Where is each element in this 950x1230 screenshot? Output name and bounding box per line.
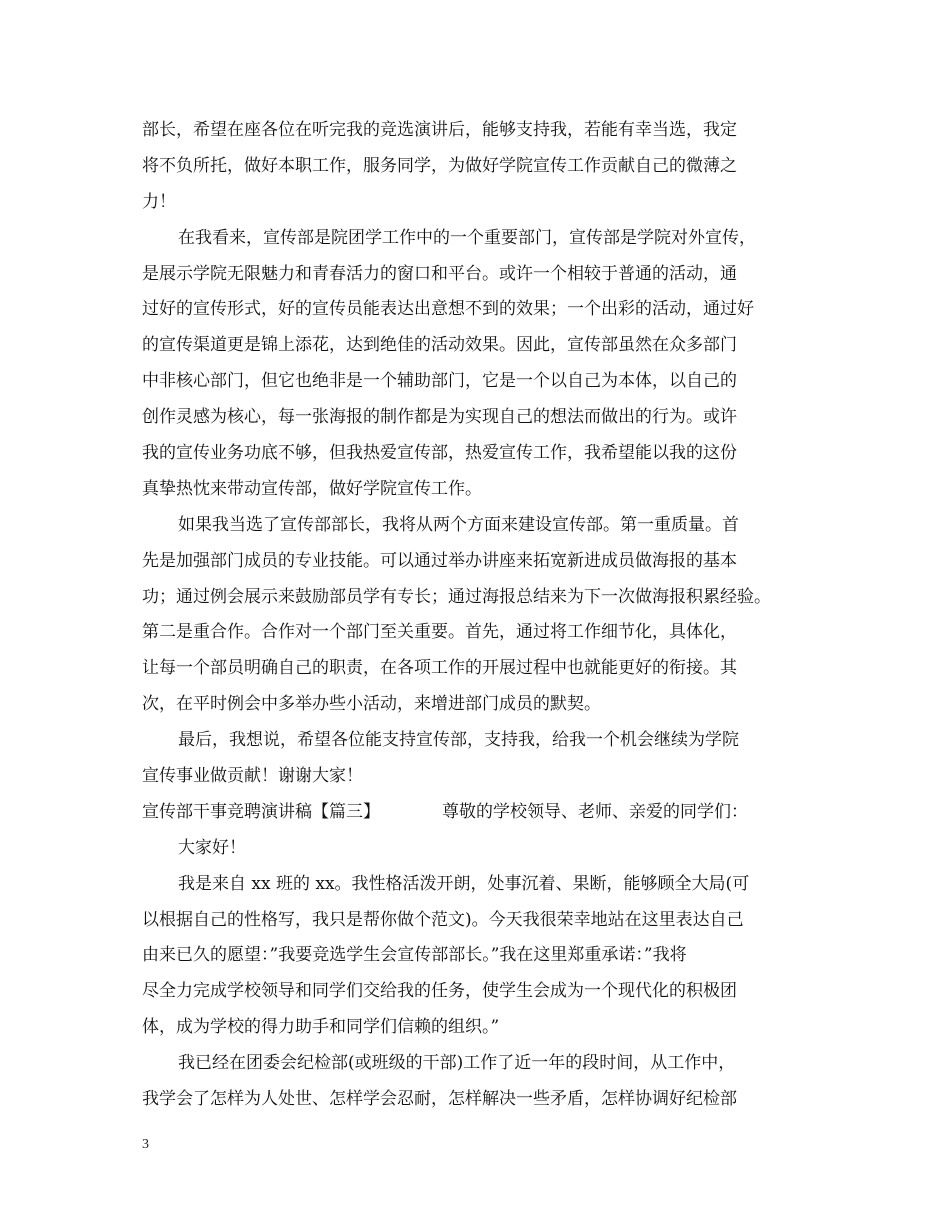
- page-number: 3: [142, 1137, 149, 1152]
- body-line: 第二是重合作。合作对一个部门至关重要。首先，通过将工作细节化，具体化，: [142, 622, 737, 643]
- body-line: 中非核心部门，但它也绝非是一个辅助部门，它是一个以自己为本体，以自己的: [142, 371, 737, 392]
- body-line: 过好的宣传形式，好的宣传员能表达出意想不到的效果；一个出彩的活动，通过好: [142, 299, 754, 320]
- document-body: [142, 113, 812, 1118]
- paragraph-start-line: 我是来自 xx 班的 xx。我性格活泼开朗，处事沉着、果断，能够顾全大局(可: [178, 873, 750, 894]
- body-line: 部长，希望在座各位在听完我的竞选演讲后，能够支持我，若能有幸当选，我定: [142, 120, 737, 140]
- body-line: 的宣传渠道更是锦上添花，达到绝佳的活动效果。因此，宣传部虽然在众多部门: [142, 335, 737, 356]
- body-line: 力！: [142, 191, 176, 212]
- body-line: 我的宣传业务功底不够，但我热爱宣传部，热爱宣传工作，我希望能以我的这份: [142, 443, 737, 464]
- body-line: 创作灵感为核心，每一张海报的制作都是为实现自己的想法而做出的行为。或许: [142, 407, 737, 428]
- section-heading-line: [142, 795, 812, 831]
- body-line: 是展示学院无限魅力和青春活力的窗口和平台。或许一个相较于普通的活动，通: [142, 263, 737, 284]
- body-line: 让每一个部员明确自己的职责，在各项工作的开展过程中也就能更好的衔接。其: [142, 658, 737, 679]
- body-line: 我学会了怎样为人处世、怎样学会忍耐，怎样解决一些矛盾，怎样协调好纪检部: [142, 1089, 737, 1110]
- paragraph-start-line: 如果我当选了宣传部部长，我将从两个方面来建设宣传部。第一重质量。首: [178, 514, 739, 535]
- body-line: 宣传事业做贡献！谢谢大家！: [142, 766, 363, 787]
- body-line: 将不负所托，做好本职工作，服务同学，为做好学院宣传工作贡献自己的微薄之: [142, 155, 737, 176]
- body-line: 次，在平时例会中多举办些小活动，来增进部门成员的默契。: [142, 694, 601, 715]
- paragraph-start-line: 在我看来，宣传部是院团学工作中的一个重要部门，宣传部是学院对外宣传，: [178, 227, 756, 248]
- body-line: 体，成为学校的得力助手和同学们信赖的组织。”: [142, 1017, 500, 1038]
- body-line: 由来已久的愿望：”我要竞选学生会宣传部部长。”我在这里郑重承诺：”我将: [142, 945, 687, 966]
- section-heading-title: 宣传部干事竞聘演讲稿【篇三】: [142, 801, 380, 822]
- paragraph-start-line: 最后，我想说，希望各位能支持宣传部，支持我，给我一个机会继续为学院: [178, 730, 739, 751]
- section-salutation: 尊敬的学校领导、老师、亲爱的同学们：: [442, 801, 748, 822]
- greeting-line: 大家好！: [178, 837, 246, 858]
- paragraph-start-line: 我已经在团委会纪检部(或班级的干部)工作了近一年的段时间，从工作中，: [178, 1053, 736, 1074]
- body-line: 先是加强部门成员的专业技能。可以通过举办讲座来拓宽新进成员做海报的基本: [142, 550, 737, 571]
- body-line: 尽全力完成学校领导和同学们交给我的任务，使学生会成为一个现代化的积极团: [142, 981, 737, 1002]
- body-line: 真挚热忱来带动宣传部，做好学院宣传工作。: [142, 478, 482, 499]
- body-line: 以根据自己的性格写，我只是帮你做个范文)。今天我很荣幸地站在这里表达自己: [142, 909, 744, 930]
- body-line: 功；通过例会展示来鼓励部员学有专长；通过海报总结来为下一次做海报积累经验。: [142, 586, 771, 607]
